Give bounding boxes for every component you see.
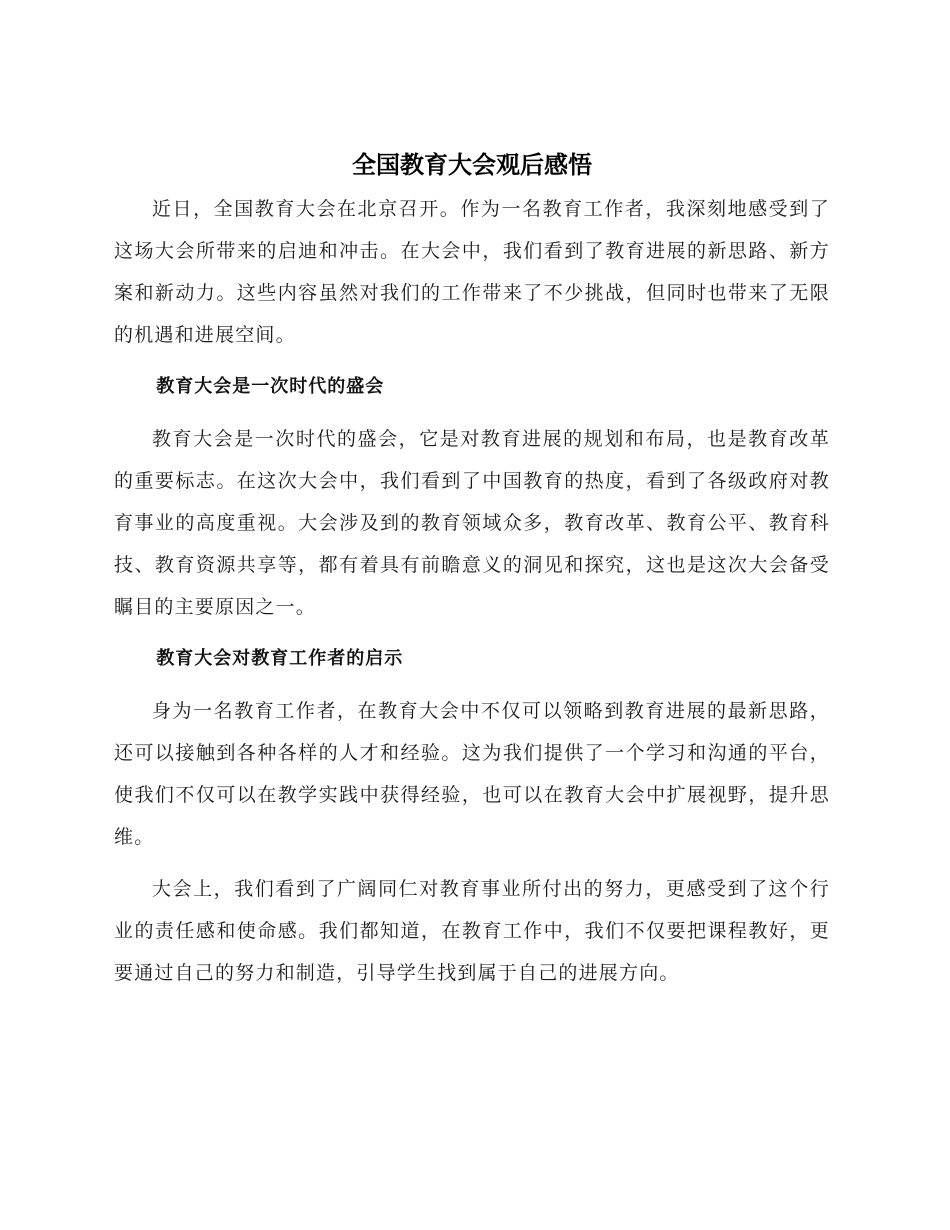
section-heading-inspiration: 教育大会对教育工作者的启示 bbox=[156, 648, 404, 669]
document-title: 全国教育大会观后感悟 bbox=[352, 151, 592, 179]
intro-paragraph: 近日，全国教育大会在北京召开。作为一名教育工作者，我深刻地感受到了这场大会所带来的启迪和冲击。在大会中，我们看到了教育进展的新思路、新方案和新动力。这些内容虽然对我们的工作带来了不少挑战，但同时也带来了无限的机遇和进展空间。 bbox=[114, 198, 830, 346]
section-1-paragraph: 教育大会是一次时代的盛会，它是对教育进展的规划和布局，也是教育改革的重要标志。在这次大会中，我们看到了中国教育的热度，看到了各级政府对教育事业的高度重视。大会涉及到的教育领域众多，教育改革、教育公平、教育科技、教育资源共享等，都有着具有前瞻意义的洞见和探究，这也是这次大会备受瞩目的主要原因之一。 bbox=[114, 428, 830, 618]
section-2-paragraph-2: 大会上，我们看到了广阔同仁对教育事业所付出的努力，更感受到了这个行业的责任感和使命感。我们都知道，在教育工作中，我们不仅要把课程教好，更要通过自己的努力和制造，引导学生找到属于自己的进展方向。 bbox=[114, 878, 830, 984]
section-heading-grand-event: 教育大会是一次时代的盛会 bbox=[156, 376, 385, 397]
section-2-paragraph-1: 身为一名教育工作者，在教育大会中不仅可以领略到教育进展的最新思路，还可以接触到各种各样的人才和经验。这为我们提供了一个学习和沟通的平台，使我们不仅可以在教学实践中获得经验，也可以在教育大会中扩展视野，提升思维。 bbox=[114, 700, 830, 848]
document-body bbox=[114, 148, 830, 994]
